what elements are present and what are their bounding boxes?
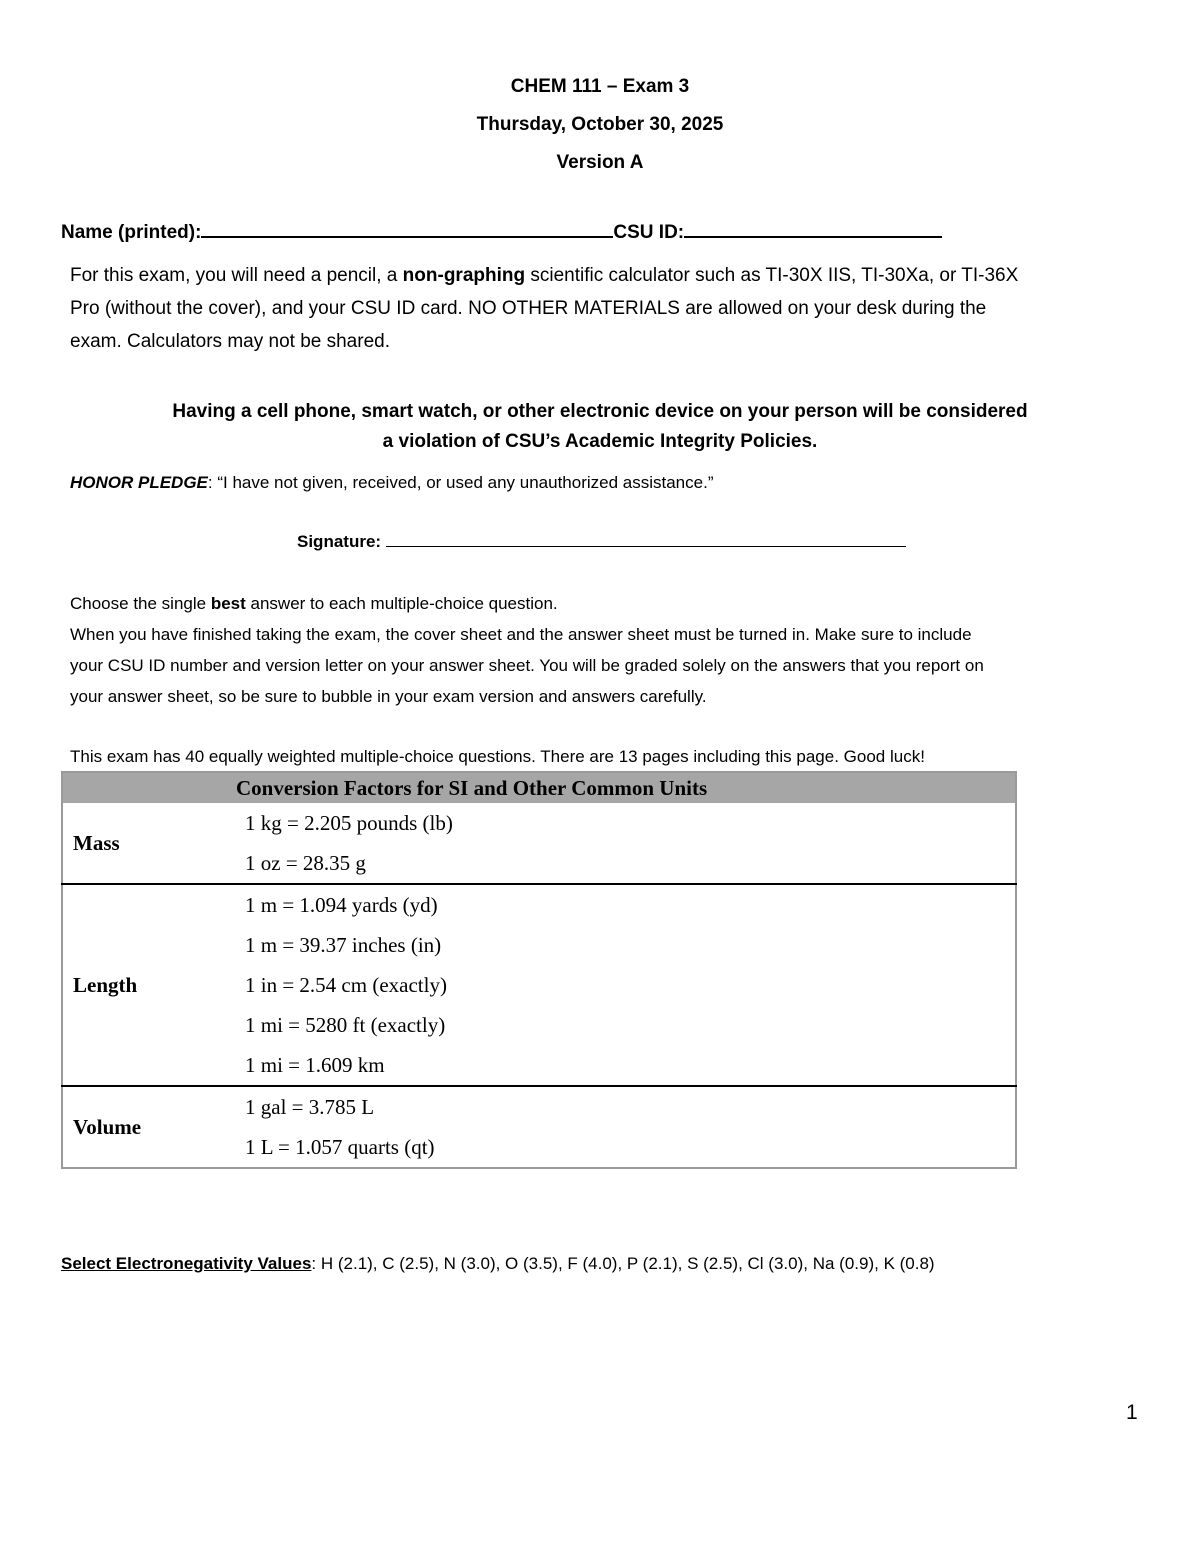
- conversion-table-header: [62, 772, 1016, 803]
- length-label: Length: [62, 884, 245, 1086]
- exam-version: Version A: [556, 152, 644, 173]
- honor-pledge-text: : “I have not given, received, or used any unauthorized assistance.”: [207, 473, 714, 492]
- length-factor: 1 mi = 5280 ft (exactly): [245, 1013, 446, 1037]
- name-blank[interactable]: [201, 218, 613, 238]
- length-row: [62, 884, 1016, 1086]
- length-factor: 1 m = 1.094 yards (yd): [245, 893, 438, 917]
- warning-line-1: Having a cell phone, smart watch, or other electronic device on your person will be considered: [172, 401, 1028, 422]
- integrity-warning: [0, 397, 1200, 457]
- honor-pledge-label: HONOR PLEDGE: [70, 473, 208, 492]
- signature-label: Signature:: [297, 532, 382, 551]
- honor-pledge: [70, 467, 713, 498]
- finish-line-3: your answer sheet, so be sure to bubble in your exam version and answers carefully.: [70, 687, 707, 706]
- warning-line-2: a violation of CSU’s Academic Integrity Policies.: [382, 431, 818, 452]
- signature-row: [297, 528, 906, 552]
- electronegativity-label: Select Electronegativity Values: [61, 1254, 312, 1273]
- csu-id-blank[interactable]: [684, 218, 942, 238]
- conversion-table: [61, 771, 1017, 1169]
- mass-factor: 1 kg = 2.205 pounds (lb): [245, 811, 453, 835]
- materials-line-2: Pro (without the cover), and your CSU ID card. NO OTHER MATERIALS are allowed on your desk during the: [70, 298, 987, 319]
- materials-text-a: For this exam, you will need a pencil, a: [70, 265, 403, 286]
- volume-factor: 1 L = 1.057 quarts (qt): [245, 1135, 435, 1159]
- exam-info: This exam has 40 equally weighted multiple-choice questions. There are 13 pages including this page. Good luck!: [70, 747, 925, 766]
- mass-factor: 1 oz = 28.35 g: [245, 851, 366, 875]
- materials-text-b: scientific calculator such as TI-30X IIS, TI-30Xa, or TI-36X: [525, 265, 1019, 286]
- page-number: 1: [1126, 1401, 1138, 1424]
- materials-line-3: exam. Calculators may not be shared.: [70, 331, 390, 352]
- name-label: Name (printed):: [61, 222, 202, 243]
- length-factor: 1 mi = 1.609 km: [245, 1053, 385, 1077]
- course-title: CHEM 111 – Exam 3: [510, 76, 690, 97]
- conversion-table-title: Conversion Factors for SI and Other Common Units: [236, 775, 708, 800]
- non-graphing-emphasis: non-graphing: [402, 265, 526, 286]
- finish-line-1: When you have finished taking the exam, the cover sheet and the answer sheet must be turned in. Make sure to include: [70, 625, 972, 644]
- name-id-row: [61, 218, 942, 244]
- finish-line-2: your CSU ID number and version letter on your answer sheet. You will be graded solely on the answers that you report on: [70, 656, 984, 675]
- volume-label: Volume: [62, 1086, 245, 1168]
- csu-id-label: CSU ID:: [613, 222, 685, 243]
- electronegativity-line: [61, 1248, 935, 1279]
- choose-text-b: answer to each multiple-choice question.: [245, 594, 558, 613]
- choose-text-a: Choose the single: [70, 594, 211, 613]
- exam-date: Thursday, October 30, 2025: [476, 114, 724, 135]
- volume-factor: 1 gal = 3.785 L: [245, 1095, 375, 1119]
- best-emphasis: best: [210, 594, 246, 613]
- length-factor: 1 in = 2.54 cm (exactly): [245, 973, 447, 997]
- volume-row: [62, 1086, 1016, 1168]
- mass-label: Mass: [73, 830, 120, 855]
- materials-paragraph: [70, 259, 1150, 358]
- instructions-block: [70, 588, 1170, 712]
- electronegativity-values: : H (2.1), C (2.5), N (3.0), O (3.5), F (4.0), P (2.1), S (2.5), Cl (3.0), Na (0.9), K (0.8): [311, 1254, 935, 1273]
- length-factor: 1 m = 39.37 inches (in): [245, 933, 442, 957]
- mass-row: [62, 803, 1016, 884]
- signature-blank[interactable]: [386, 528, 906, 547]
